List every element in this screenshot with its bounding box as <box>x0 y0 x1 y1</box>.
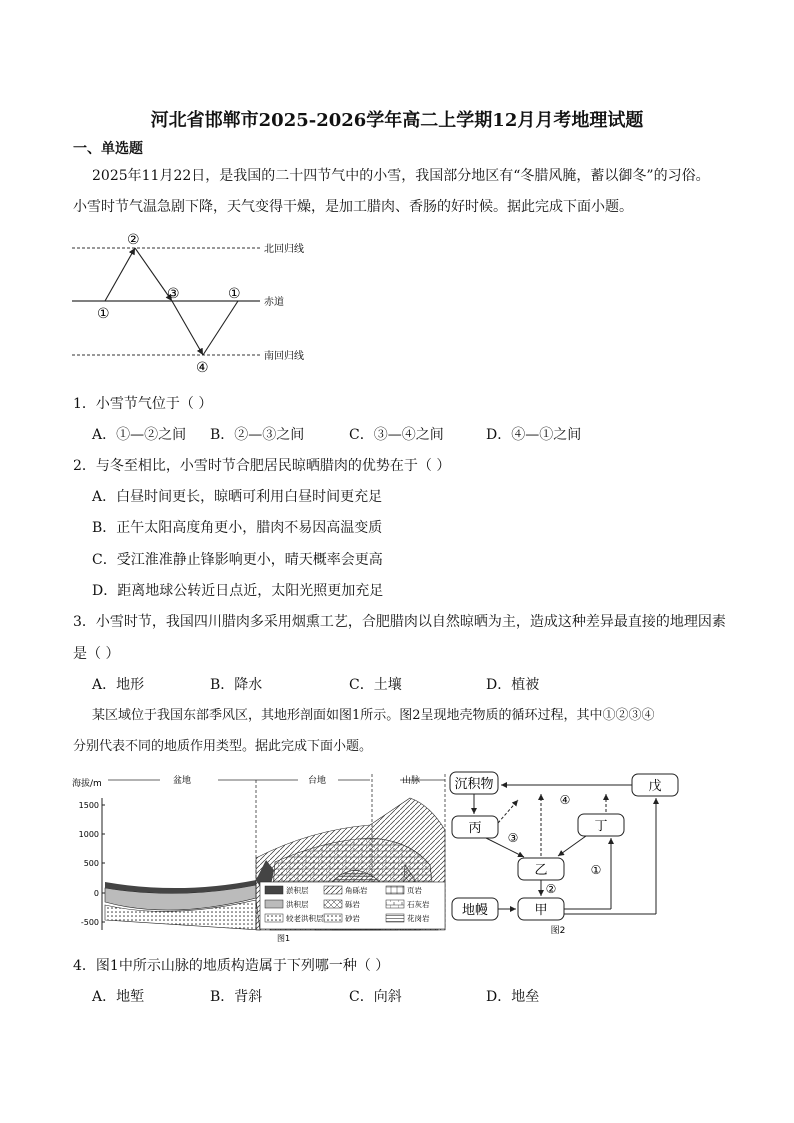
node-yi: 乙 <box>534 863 548 878</box>
legend-shale: 页岩 <box>407 886 422 895</box>
ytick-500: 500 <box>83 859 99 868</box>
label-north-tropic: 北回归线 <box>264 244 304 255</box>
passage2-line2: 分别代表不同的地质作用类型。据此完成下面小题。 <box>73 739 373 754</box>
passage1-line1: 2025年11月22日，是我国的二十四节气中的小雪，我国部分地区有“冬腊风腌，蓄以御冬”的习俗。 <box>92 168 710 184</box>
q4-option-b[interactable]: B．背斜 <box>210 989 263 1005</box>
q2-option-c[interactable]: C．受江淮准静止锋影响更小，晴天概率会更高 <box>92 552 383 568</box>
point-2: ② <box>127 232 140 248</box>
legend-limestone: 石灰岩 <box>407 900 430 909</box>
node-jia: 甲 <box>534 903 548 918</box>
arrow-label-4: ④ <box>559 793 571 807</box>
region-mountain: 山脉 <box>402 776 421 786</box>
q3-stem-line1: 3．小雪时节，我国四川腊肉多采用烟熏工艺，合肥腊肉以自然晾晒为主，造成这种差异最直接的地理因素 <box>73 614 726 630</box>
sun-direct-point-diagram <box>60 228 320 378</box>
point-4: ④ <box>196 360 209 376</box>
q2-stem: 2．与冬至相比，小雪时节合肥居民晾晒腊肉的优势在于（ ） <box>73 458 451 474</box>
ytick-0: 0 <box>93 889 99 898</box>
q2-option-d[interactable]: D．距离地球公转近日点近，太阳光照更加充足 <box>92 583 384 599</box>
arrow-label-1: ① <box>590 863 602 877</box>
fig2-caption: 图2 <box>550 926 566 936</box>
label-equator: 赤道 <box>264 297 284 308</box>
ytick-1000: 1000 <box>78 830 99 839</box>
legend-conglomerate: 砾岩 <box>345 900 360 909</box>
point-3: ③ <box>167 286 180 302</box>
passage1-line2: 小雪时节气温急剧下降，天气变得干燥，是加工腊肉、香肠的好时候。据此完成下面小题。 <box>73 199 633 215</box>
fig1-caption: 图1 <box>277 934 291 943</box>
q4-option-c[interactable]: C．向斜 <box>349 989 402 1005</box>
node-sediment: 沉积物 <box>454 777 494 792</box>
region-platform: 台地 <box>308 776 327 786</box>
ytick-neg500: -500 <box>80 918 99 927</box>
q3-option-b[interactable]: B．降水 <box>210 677 263 693</box>
q4-option-d[interactable]: D．地垒 <box>486 989 540 1005</box>
arrow-label-3: ③ <box>507 831 519 845</box>
region-basin: 盆地 <box>173 776 192 786</box>
yaxis-title: 海拔/m <box>72 779 102 789</box>
q2-option-b[interactable]: B．正午太阳高度角更小，腊肉不易因高温变质 <box>92 520 383 536</box>
q2-option-a[interactable]: A．白昼时间更长，晾晒可利用白昼时间更充足 <box>92 489 383 505</box>
arrow-label-2: ② <box>545 882 557 896</box>
q1-option-d[interactable]: D．④—①之间 <box>486 427 582 443</box>
q4-option-a[interactable]: A．地堑 <box>92 989 145 1005</box>
section-heading: 一、单选题 <box>73 141 143 157</box>
node-ding: 丁 <box>594 819 608 834</box>
q4-stem: 4．图1中所示山脉的地质构造属于下列哪一种（ ） <box>73 958 390 974</box>
rock-cycle-figure <box>446 768 686 938</box>
legend-silt: 淤积层 <box>286 886 309 895</box>
legend-proluvial: 洪积层 <box>286 900 309 909</box>
q3-option-d[interactable]: D．植被 <box>486 677 540 693</box>
exam-title: 河北省邯郸市2025-2026学年高二上学期12月月考地理试题 <box>150 110 644 131</box>
legend-sandstone: 砂岩 <box>345 914 360 923</box>
legend-breccia: 角砾岩 <box>345 886 368 895</box>
legend-granite: 花岗岩 <box>407 914 430 923</box>
node-bing: 丙 <box>468 821 482 836</box>
q1-option-a[interactable]: A．①—②之间 <box>92 427 187 443</box>
q3-option-c[interactable]: C．土壤 <box>349 677 402 693</box>
ytick-1500: 1500 <box>78 801 99 810</box>
q1-option-c[interactable]: C．③—④之间 <box>349 427 444 443</box>
passage2-line1: 某区域位于我国东部季风区，其地形剖面如图1所示。图2呈现地壳物质的循环过程，其中①②③④ <box>92 708 655 723</box>
q1-option-b[interactable]: B．②—③之间 <box>210 427 305 443</box>
label-south-tropic: 南回归线 <box>264 351 304 362</box>
node-magma: 地幔 <box>461 903 489 918</box>
q1-stem: 1．小雪节气位于（ ） <box>73 396 213 412</box>
q3-option-a[interactable]: A．地形 <box>92 677 145 693</box>
q3-stem-line2: 是（ ） <box>73 646 120 662</box>
node-wu: 戊 <box>648 779 662 794</box>
legend-old-proluvial: 较老洪积层 <box>286 914 324 923</box>
point-1b: ① <box>228 286 241 302</box>
point-1a: ① <box>97 306 110 322</box>
terrain-profile-figure <box>70 770 450 945</box>
